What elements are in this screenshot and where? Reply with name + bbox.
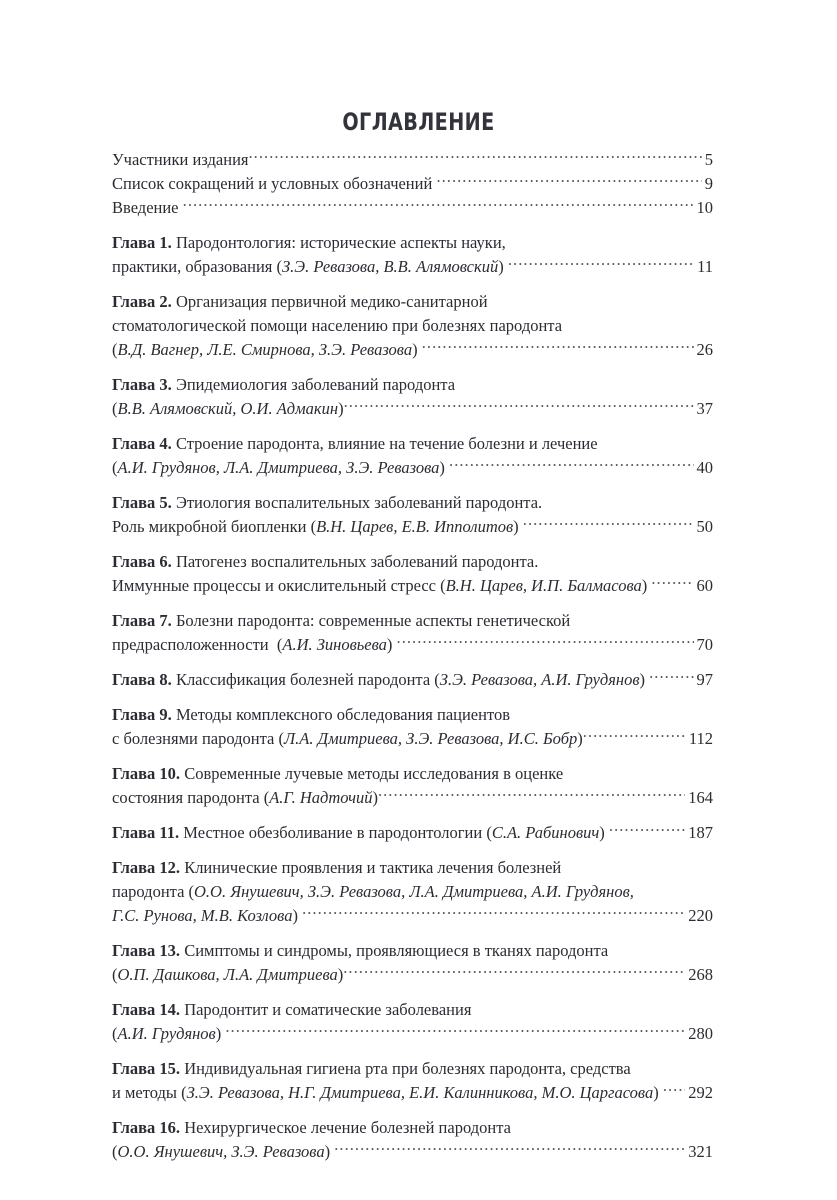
toc-entry-text <box>112 668 649 692</box>
toc-line <box>112 314 713 338</box>
toc-entry-title: Нехирургическое лечение болезней пародонта <box>180 1118 511 1137</box>
toc-entry-title: Роль микробной биопленки ( <box>112 517 317 536</box>
toc-entry-title: ) <box>439 458 450 477</box>
toc-entry-text <box>112 255 508 279</box>
toc-entry-text <box>112 456 449 480</box>
toc-line <box>112 255 713 279</box>
dot-leader <box>249 149 702 166</box>
toc-entry-title: ) <box>498 257 508 276</box>
chapter-label: Глава 5. <box>112 493 172 512</box>
toc-entry[interactable] <box>112 290 713 362</box>
toc-entry[interactable] <box>112 196 713 220</box>
toc-entry-text <box>112 786 378 810</box>
dot-leader <box>344 398 694 415</box>
toc-entry-text <box>112 703 510 727</box>
toc-line <box>112 786 713 810</box>
toc-entry-text <box>112 314 562 338</box>
toc-entry-text <box>112 1140 334 1164</box>
toc-entry-title: Современные лучевые методы исследования в оценке <box>180 764 564 783</box>
toc-entry-text <box>112 338 422 362</box>
toc-entry-text <box>112 172 436 196</box>
toc-line <box>112 397 713 421</box>
page-number: 9 <box>704 174 713 193</box>
page-number: 112 <box>688 729 713 748</box>
page-number: 10 <box>696 198 713 217</box>
toc-line <box>112 633 713 657</box>
chapter-authors: О.О. Янушевич, З.Э. Ревазова <box>117 1142 325 1161</box>
chapter-label: Глава 8. <box>112 670 172 689</box>
toc-entry[interactable] <box>112 432 713 480</box>
toc-line <box>112 762 713 786</box>
toc-entry[interactable] <box>112 998 713 1046</box>
toc-entry-title: Организация первичной медико-санитарной <box>171 292 488 311</box>
toc-entry-title: с болезнями пародонта ( <box>112 729 284 748</box>
dot-leader <box>378 787 685 804</box>
dot-leader <box>436 173 701 190</box>
toc-entry-title: ( <box>112 1142 118 1161</box>
chapter-label: Глава 14. <box>112 1000 181 1019</box>
chapter-label: Глава 12. <box>112 858 181 877</box>
chapter-label: Глава 9. <box>112 705 172 724</box>
toc-entry-title: и методы ( <box>112 1083 187 1102</box>
toc-line <box>112 703 713 727</box>
toc-entry-title: ) <box>599 823 609 842</box>
toc-entry-text <box>112 1081 663 1105</box>
toc-line <box>112 491 713 515</box>
chapter-label: Глава 1. <box>112 233 172 252</box>
chapter-label: Глава 7. <box>112 611 172 630</box>
toc-line <box>112 1022 713 1046</box>
toc-entry-text <box>112 196 183 220</box>
toc-entry-text <box>112 727 583 751</box>
toc-line <box>112 196 713 220</box>
toc-line <box>112 668 713 692</box>
dot-leader <box>449 457 693 474</box>
dot-leader <box>651 575 693 592</box>
toc-entry[interactable] <box>112 609 713 657</box>
toc-entry-title: Индивидуальная гигиена рта при болезнях пародонта, средства <box>180 1059 631 1078</box>
dot-leader <box>583 728 686 745</box>
chapter-authors: О.П. Дашкова, Л.А. Дмитриева <box>117 965 338 984</box>
toc-entry-title: ) <box>641 576 652 595</box>
chapter-authors: З.Э. Ревазова, А.И. Грудянов <box>439 670 640 689</box>
chapter-label: Глава 11. <box>112 823 180 842</box>
front-matter-list <box>112 148 713 220</box>
page-number: 268 <box>688 965 713 984</box>
toc-entry[interactable] <box>112 856 713 928</box>
dot-leader <box>609 822 685 839</box>
chapter-authors: А.Г. Надточий <box>269 788 373 807</box>
toc-line <box>112 290 713 314</box>
chapter-authors: Л.А. Дмитриева, З.Э. Ревазова, И.С. Бобр <box>283 729 578 748</box>
toc-entry-title: Пародонтология: исторические аспекты науки, <box>171 233 506 252</box>
toc-line <box>112 338 713 362</box>
toc-entry-text <box>112 373 455 397</box>
toc-entry-text <box>112 880 634 904</box>
toc-entry-text <box>112 998 471 1022</box>
toc-entry-text <box>112 821 609 845</box>
page-number: 11 <box>697 257 713 276</box>
page-number: 60 <box>696 576 713 595</box>
toc-entry-text <box>112 1057 631 1081</box>
toc-line <box>112 172 713 196</box>
chapter-label: Глава 3. <box>112 375 172 394</box>
toc-entry-text <box>112 574 651 598</box>
chapter-authors: З.Э. Ревазова, Н.Г. Дмитриева, Е.И. Калинникова, М.О. Царгасова <box>186 1083 654 1102</box>
chapter-label: Глава 13. <box>112 941 181 960</box>
toc-entry-title: Эпидемиология заболеваний пародонта <box>171 375 456 394</box>
toc-entry-title: ) <box>372 788 378 807</box>
toc-entry-title: Список сокращений и условных обозначений <box>112 174 437 193</box>
toc-entry[interactable] <box>112 821 713 845</box>
page-number: 280 <box>688 1024 713 1043</box>
chapter-authors: В.Н. Царев, И.П. Балмасова <box>445 576 642 595</box>
chapter-authors: З.Э. Ревазова, В.В. Алямовский <box>282 257 499 276</box>
dot-leader <box>663 1082 685 1099</box>
chapter-authors: А.И. Грудянов <box>117 1024 216 1043</box>
toc-entry-text <box>112 432 598 456</box>
chapter-authors: В.Д. Вагнер, Л.Е. Смирнова, З.Э. Ревазова <box>117 340 413 359</box>
toc-line <box>112 856 713 880</box>
toc-entry-title: Иммунные процессы и окислительный стресс ( <box>112 576 446 595</box>
chapter-list <box>112 231 713 1164</box>
chapter-label: Глава 16. <box>112 1118 181 1137</box>
page-number: 37 <box>696 399 713 418</box>
toc-entry-title: ) <box>337 965 344 984</box>
page-number: 97 <box>696 670 713 689</box>
toc-entry-text <box>112 1022 225 1046</box>
toc-entry-title: предрасположенности ( <box>112 635 283 654</box>
chapter-authors: А.И. Грудянов, Л.А. Дмитриева, З.Э. Ревазова <box>117 458 440 477</box>
chapter-authors: О.О. Янушевич, З.Э. Ревазова, Л.А. Дмитриева, А.И. Грудянов, <box>194 882 634 901</box>
toc-line <box>112 609 713 633</box>
chapter-label: Глава 6. <box>112 552 172 571</box>
toc-entry-title: ( <box>112 458 118 477</box>
toc-entry-title: ( <box>112 399 118 418</box>
toc-entry[interactable] <box>112 172 713 196</box>
toc-entry-title: ) <box>292 906 303 925</box>
page-number: 50 <box>696 517 713 536</box>
toc-line <box>112 373 713 397</box>
toc-entry-title: пародонта ( <box>112 882 195 901</box>
toc-line <box>112 1116 713 1140</box>
toc-line <box>112 1057 713 1081</box>
toc-entry-title: ) <box>577 729 583 748</box>
toc-entry-title: стоматологической помощи населению при болезнях пародонта <box>112 316 563 335</box>
toc-line <box>112 727 713 751</box>
toc-entry-title: Местное обезболивание в пародонтологии ( <box>179 823 492 842</box>
toc-entry-title: Пародонтит и соматические заболевания <box>180 1000 472 1019</box>
page-number: 321 <box>688 1142 713 1161</box>
toc-entry-title: Методы комплексного обследования пациентов <box>171 705 510 724</box>
toc-entry-title: ) <box>513 517 523 536</box>
chapter-label: Глава 10. <box>112 764 181 783</box>
page-number: 187 <box>688 823 713 842</box>
chapter-authors: Г.С. Рунова, М.В. Козлова <box>112 906 293 925</box>
toc-line <box>112 432 713 456</box>
toc-entry-text <box>112 904 302 928</box>
dot-leader <box>225 1023 685 1040</box>
toc-entry-title: ) <box>386 635 397 654</box>
toc-entry[interactable] <box>112 550 713 598</box>
toc-entry[interactable] <box>112 703 713 751</box>
dot-leader <box>302 905 685 922</box>
toc-entry[interactable] <box>112 1057 713 1105</box>
page-number: 292 <box>688 1083 713 1102</box>
dot-leader <box>183 197 694 214</box>
dot-leader <box>343 964 685 981</box>
toc-line <box>112 148 713 172</box>
toc-line <box>112 904 713 928</box>
page-number: 164 <box>688 788 713 807</box>
dot-leader <box>397 634 694 651</box>
toc-entry-text <box>112 633 397 657</box>
toc-entry-title: Строение пародонта, влияние на течение болезни и лечение <box>171 434 598 453</box>
toc-entry-text <box>112 939 608 963</box>
dot-leader <box>508 256 694 273</box>
chapter-authors: В.Н. Царев, Е.В. Ипполитов <box>316 517 514 536</box>
toc-entry-title: ) <box>412 340 422 359</box>
toc-line <box>112 515 713 539</box>
chapter-authors: А.И. Зиновьева <box>282 635 387 654</box>
toc-entry-text <box>112 290 488 314</box>
toc-entry-title: ( <box>112 340 118 359</box>
page-number: 70 <box>696 635 713 654</box>
toc-entry-title: состояния пародонта ( <box>112 788 270 807</box>
toc-entry-title: практики, образования ( <box>112 257 282 276</box>
toc-entry[interactable] <box>112 491 713 539</box>
toc-entry-title: ( <box>112 1024 118 1043</box>
chapter-authors: В.В. Алямовский, О.И. Адмакин <box>117 399 339 418</box>
dot-leader <box>649 669 693 686</box>
dot-leader <box>523 516 694 533</box>
toc-line <box>112 456 713 480</box>
toc-entry-title: Клинические проявления и тактика лечения болезней <box>180 858 562 877</box>
toc-entry-text <box>112 397 344 421</box>
toc-line <box>112 998 713 1022</box>
dot-leader <box>422 339 694 356</box>
chapter-label: Глава 2. <box>112 292 172 311</box>
toc-line <box>112 231 713 255</box>
toc-entry[interactable] <box>112 1116 713 1164</box>
toc-entry[interactable] <box>112 762 713 810</box>
toc-entry[interactable] <box>112 148 713 172</box>
toc-entry-text <box>112 963 343 987</box>
page-number: 40 <box>696 458 713 477</box>
toc-entry-title: Болезни пародонта: современные аспекты генетической <box>171 611 571 630</box>
chapter-label: Глава 15. <box>112 1059 181 1078</box>
toc-entry-text <box>112 762 563 786</box>
toc-line <box>112 1081 713 1105</box>
toc-entry-title: ) <box>338 399 344 418</box>
toc-entry-title: Симптомы и синдромы, проявляющиеся в тканях пародонта <box>180 941 609 960</box>
toc-entry-text <box>112 609 570 633</box>
toc-entry-title: Введение <box>112 198 183 217</box>
toc-entry-text <box>112 491 542 515</box>
toc-line <box>112 821 713 845</box>
toc-line <box>112 574 713 598</box>
toc-entry-text <box>112 515 523 539</box>
toc-line <box>112 550 713 574</box>
toc-entry-title: ) <box>215 1024 226 1043</box>
toc-entry-text <box>112 1116 511 1140</box>
page-number: 26 <box>696 340 713 359</box>
toc-entry-title: Патогенез воспалительных заболеваний пародонта. <box>171 552 539 571</box>
chapter-authors: С.А. Рабинович <box>491 823 600 842</box>
page-title: ОГЛАВЛЕНИЕ <box>342 108 495 136</box>
toc-entry[interactable] <box>112 231 713 279</box>
page-number: 5 <box>704 150 713 169</box>
toc-entry-title: ) <box>639 670 650 689</box>
chapter-label: Глава 4. <box>112 434 172 453</box>
toc-line <box>112 1140 713 1164</box>
toc-entry[interactable] <box>112 373 713 421</box>
toc-entry-title: Этиология воспалительных заболеваний пародонта. <box>171 493 543 512</box>
toc-entry-title: ) <box>653 1083 663 1102</box>
toc-line <box>112 880 713 904</box>
toc-entry-title: Участники издания <box>112 150 249 169</box>
table-of-contents <box>112 148 713 1164</box>
dot-leader <box>334 1141 685 1158</box>
toc-entry-text <box>112 856 561 880</box>
toc-entry-title: Классификация болезней пародонта ( <box>171 670 440 689</box>
toc-entry[interactable] <box>112 939 713 987</box>
toc-line <box>112 963 713 987</box>
toc-entry-title: ) <box>324 1142 335 1161</box>
toc-entry[interactable] <box>112 668 713 692</box>
toc-line <box>112 939 713 963</box>
toc-entry-text <box>112 231 506 255</box>
page-number: 220 <box>688 906 713 925</box>
toc-entry-text <box>112 148 249 172</box>
toc-entry-title: ( <box>112 965 118 984</box>
toc-entry-text <box>112 550 538 574</box>
